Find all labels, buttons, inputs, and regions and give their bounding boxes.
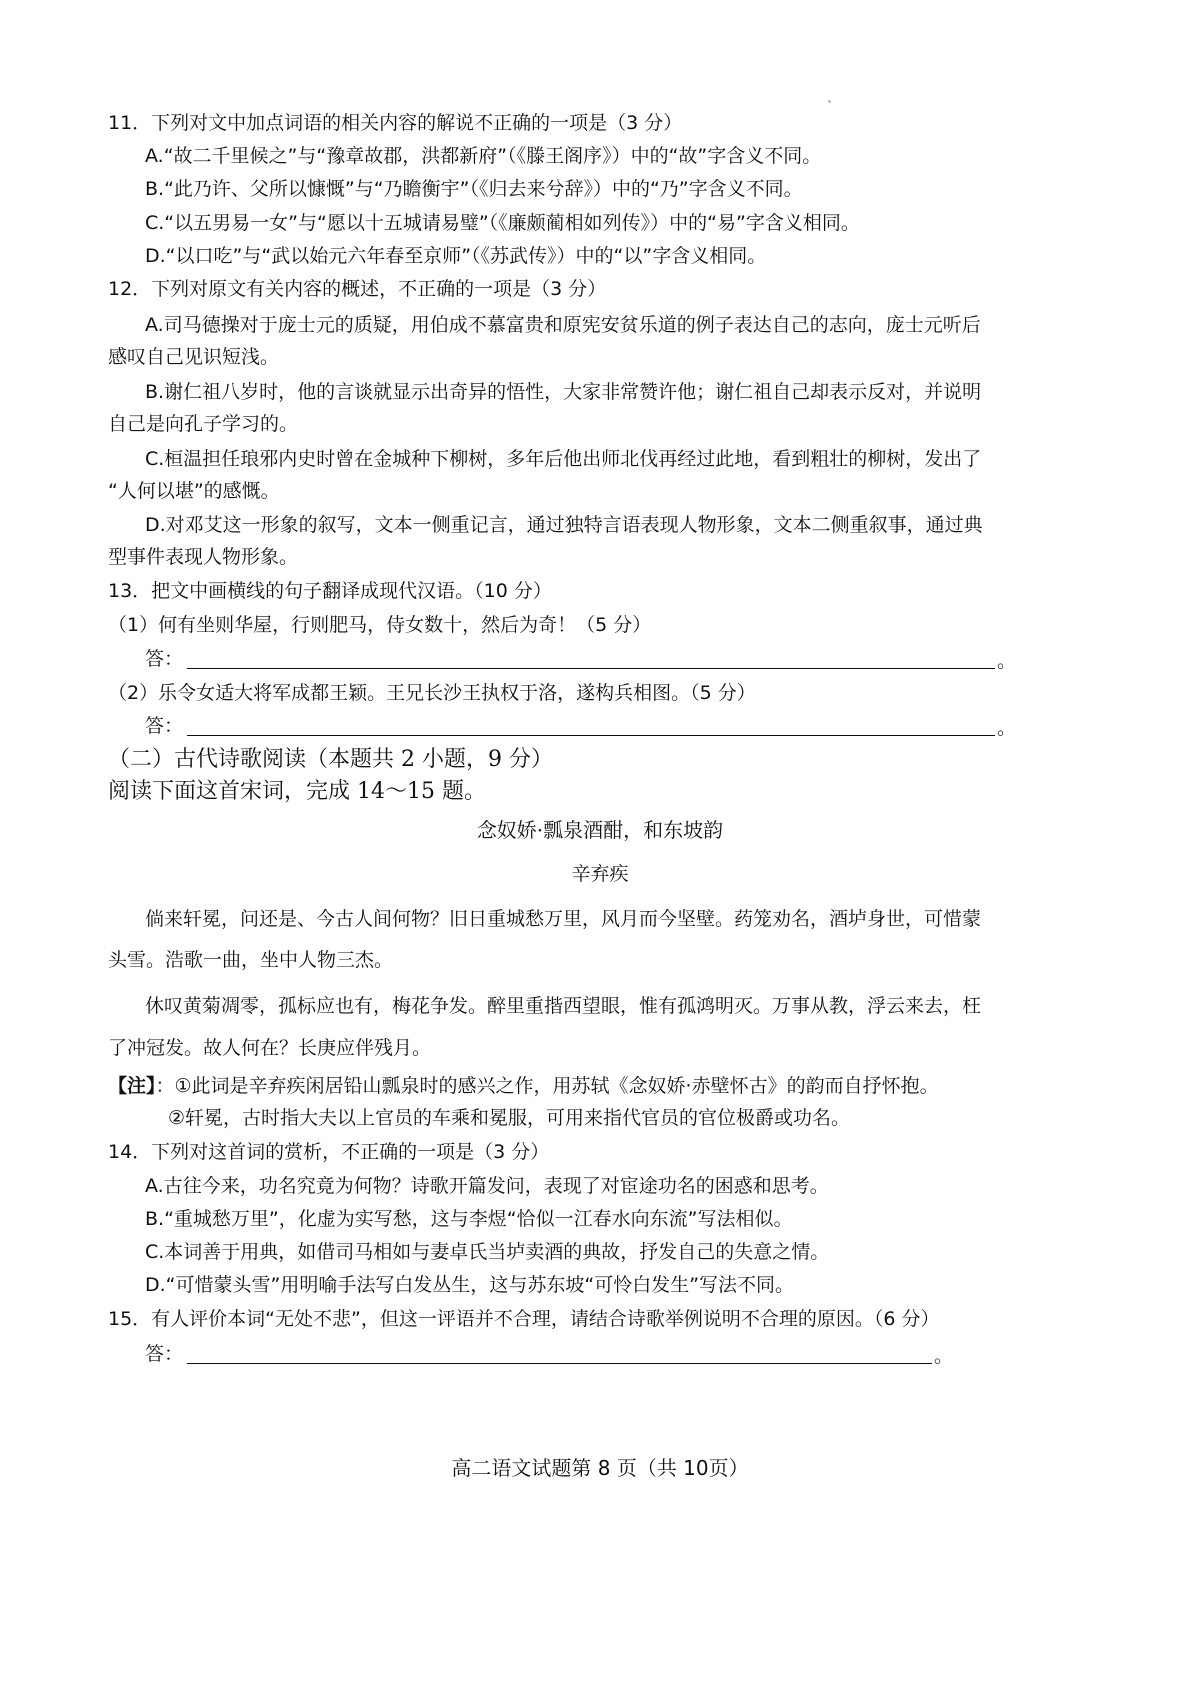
q11-option-c: C.“以五男易一女”与“愿以十五城请易璧”（《廉颇蔺相如列传》）中的“易”字含义相同。	[145, 212, 860, 234]
q11-option-b: B.“此乃许、父所以慷慨”与“乃瞻衡宇”（《归去来兮辞》）中的“乃”字含义不同。	[145, 178, 803, 200]
q14-option-a: A.古往今来，功名究竟为何物？诗歌开篇发问，表现了对宦途功名的困惑和思考。	[145, 1175, 829, 1197]
q14-option-b: B.“重城愁万里”，化虚为实写愁，这与李煜“恰似一江春水向东流”写法相似。	[145, 1208, 793, 1230]
poem-note-2: ②轩冕，古时指大夫以上官员的车乘和冕服，可用来指代官员的官位极爵或功名。	[168, 1107, 851, 1129]
q12-option-d-line2: 型事件表现人物形象。	[108, 546, 299, 568]
q13-answer-1-period: 。	[997, 650, 1017, 672]
q12-option-a-line2: 感叹自己见识短浅。	[108, 346, 280, 368]
poem-line-1: 倘来轩冕，问还是、今古人间何物？旧日重城愁万里，风月而今坚壁。药笼劝名，酒垆身世，可惜蒙	[145, 908, 982, 930]
q13-answer-2-line[interactable]	[187, 713, 995, 736]
poem-note-1	[108, 1073, 1200, 1099]
q13-answer-1-line[interactable]	[187, 646, 995, 669]
q12-option-b-line2: 自己是向孔子学习的。	[108, 413, 299, 435]
page-footer: 高二语文试题第 8 页（共 10页）	[451, 1456, 749, 1480]
q11-option-d: D.“以口吃”与“武以始元六年春至京师”（《苏武传》）中的“以”字含义相同。	[145, 245, 767, 267]
q12-stem: 12．下列对原文有关内容的概述，不正确的一项是（3 分）	[108, 278, 607, 300]
q13-sentence-1: （1）何有坐则华屋，行则肥马，侍女数十，然后为奇！（5 分）	[108, 614, 652, 636]
q12-option-c-line2: “人何以堪”的感慨。	[108, 480, 280, 502]
q14-option-c: C.本词善于用典，如借司马相如与妻卓氏当垆卖酒的典故，抒发自己的失意之情。	[145, 1241, 830, 1263]
poem-line-2: 头雪。浩歌一曲，坐中人物三杰。	[108, 949, 394, 971]
scan-speck	[828, 100, 831, 103]
poem-line-4: 了冲冠发。故人何在？长庚应伴残月。	[108, 1037, 432, 1059]
q13-answer-2-period: 。	[997, 717, 1017, 739]
reading-instruction: 阅读下面这首宋词，完成 14～15 题。	[108, 779, 486, 804]
note-label: 【注】	[108, 1075, 156, 1097]
q12-option-d-line1: D.对邓艾这一形象的叙写，文本一侧重记言，通过独特言语表现人物形象，文本二侧重叙事，通过典	[145, 514, 983, 536]
q13-answer-1-label: 答：	[145, 648, 184, 670]
q15-answer-period: 。	[934, 1345, 954, 1367]
q14-stem: 14．下列对这首词的赏析，不正确的一项是（3 分）	[108, 1141, 550, 1163]
q15-answer-label: 答：	[145, 1343, 184, 1365]
section-2-heading: （二）古代诗歌阅读（本题共 2 小题，9 分）	[108, 747, 553, 772]
poem-line-3: 休叹黄菊凋零，孤标应也有，梅花争发。醉里重揩西望眼，惟有孤鸿明灭。万事从教，浮云来去，枉	[145, 995, 982, 1017]
q12-option-a-line1: A.司马德操对于庞士元的质疑，用伯成不慕富贵和原宪安贫乐道的例子表达自己的志向，庞士元听后	[145, 314, 981, 336]
q13-answer-2-label: 答：	[145, 715, 184, 737]
q15-answer-line[interactable]	[187, 1341, 932, 1364]
q15-stem: 15．有人评价本词“无处不悲”，但这一评语并不合理，请结合诗歌举例说明不合理的原因。（6 分）	[108, 1308, 940, 1330]
q13-sentence-2: （2）乐令女适大将军成都王颖。王兄长沙王执权于洛，遂构兵相图。（5 分）	[108, 682, 756, 704]
q11-option-a: A.“故二千里候之”与“豫章故郡，洪都新府”（《滕王阁序》）中的“故”字含义不同。	[145, 145, 822, 167]
note-1-text: ：①此词是辛弃疾闲居铅山瓢泉时的感兴之作，用苏轼《念奴娇·赤壁怀古》的韵而自抒怀抱。	[155, 1075, 939, 1097]
q13-stem: 13．把文中画横线的句子翻译成现代汉语。（10 分）	[108, 580, 552, 602]
q12-option-c-line1: C.桓温担任琅邪内史时曾在金城种下柳树，多年后他出师北伐再经过此地，看到粗壮的柳树，发出了	[145, 448, 982, 470]
poem-title: 念奴娇·瓢泉酒酣，和东坡韵	[476, 818, 724, 842]
q14-option-d: D.“可惜蒙头雪”用明喻手法写白发丛生，这与苏东坡“可怜白发生”写法不同。	[145, 1274, 795, 1296]
q11-stem: 11．下列对文中加点词语的相关内容的解说不正确的一项是（3 分）	[108, 112, 683, 134]
q12-option-b-line1: B.谢仁祖八岁时，他的言谈就显示出奇异的悟性，大家非常赞许他；谢仁祖自己却表示反对，并说明	[145, 381, 982, 403]
poem-author: 辛弃疾	[571, 863, 629, 885]
